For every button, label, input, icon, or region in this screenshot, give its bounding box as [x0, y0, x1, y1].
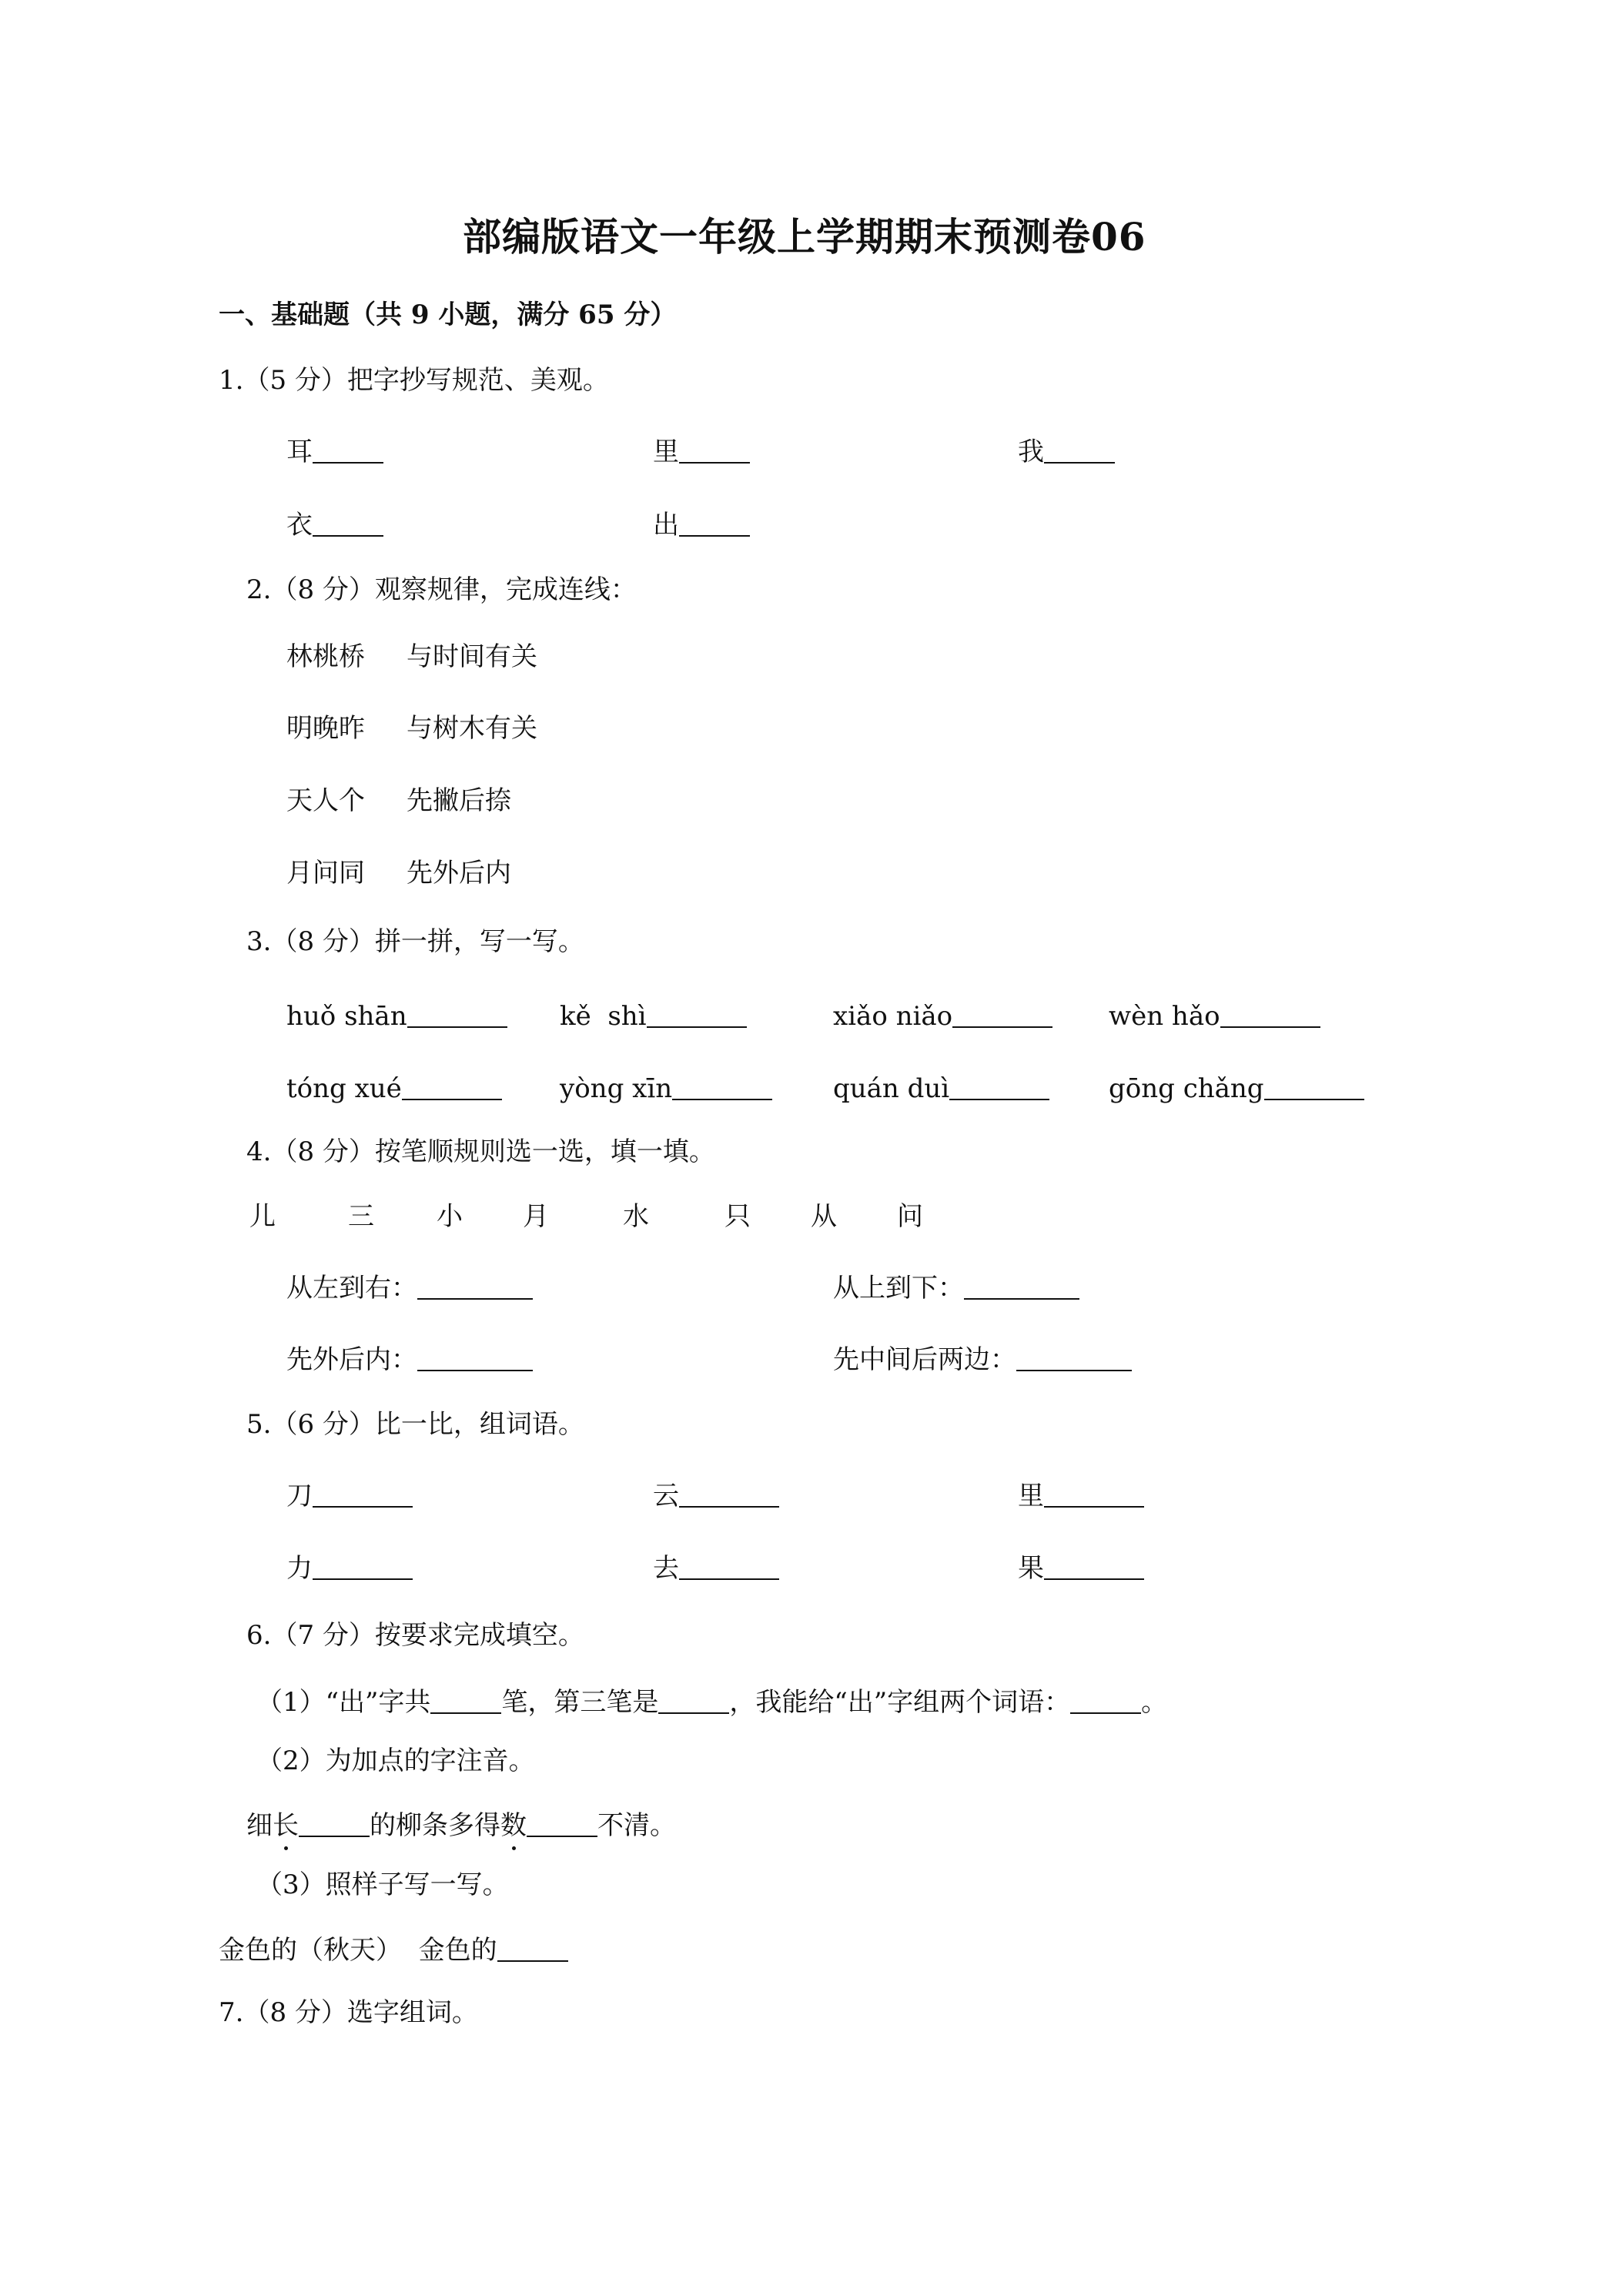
q2-rule[interactable]: 先外后内 [407, 858, 511, 889]
q5-char: 刀 [286, 1481, 313, 1511]
q6-p3-text: 金色的（秋天） 金色的 [219, 1935, 497, 1966]
q2-rule[interactable]: 与时间有关 [407, 641, 537, 672]
q1-char: 耳 [286, 437, 313, 467]
q3-pinyin: tóng xué [286, 1073, 402, 1104]
q3-pinyin: xiǎo niǎo [833, 1001, 953, 1032]
q6-part-3-example [219, 1934, 568, 1966]
q5-word-item [653, 1552, 779, 1584]
q5-word-item [653, 1480, 779, 1509]
question-7-stem: 7.（8 分）选字组词。 [219, 1997, 478, 2028]
q6-part-2-sentence [246, 1809, 676, 1839]
q1-copy-item [653, 436, 750, 465]
q3-pinyin-item [833, 1073, 1049, 1102]
q1-char: 里 [653, 437, 679, 467]
q5-word-item [286, 1480, 413, 1509]
q3-blank[interactable] [952, 1000, 1052, 1028]
q6-p2-text: 的柳条多得 [370, 1810, 500, 1841]
q3-pinyin-item [1109, 1073, 1364, 1102]
q6-blank-third-stroke[interactable] [658, 1686, 729, 1714]
q3-blank[interactable] [672, 1073, 772, 1100]
q4-blank[interactable] [417, 1272, 533, 1300]
q5-char: 里 [1018, 1481, 1044, 1511]
q5-blank[interactable] [313, 1552, 413, 1580]
q3-pinyin-item [286, 1073, 502, 1102]
q4-rule-item [833, 1344, 1132, 1373]
q2-char-group[interactable]: 明晚昨 [286, 713, 365, 744]
q4-char: 小 [437, 1201, 463, 1232]
q3-pinyin-item [560, 1000, 747, 1032]
q1-blank[interactable] [313, 436, 383, 464]
q5-char: 去 [653, 1553, 679, 1584]
q2-char-group[interactable]: 月问同 [286, 858, 365, 889]
q6-p2-text: 细 [246, 1810, 273, 1841]
q5-word-item [1018, 1552, 1144, 1584]
q6-part-2-heading: （2）为加点的字注音。 [256, 1745, 535, 1776]
q1-blank[interactable] [679, 436, 750, 464]
q3-pinyin-item [833, 1000, 1052, 1032]
q4-blank[interactable] [964, 1272, 1079, 1300]
q6-p1-text: ，我能给“出”字组两个词语： [729, 1687, 1071, 1718]
q4-rule-item [286, 1272, 533, 1304]
q1-copy-item [653, 509, 750, 541]
question-6-stem: 6.（7 分）按要求完成填空。 [246, 1620, 584, 1651]
q1-copy-item [286, 436, 383, 465]
q5-word-item [1018, 1480, 1144, 1509]
q4-char: 从 [811, 1201, 837, 1232]
q3-blank[interactable] [1264, 1073, 1364, 1100]
q5-blank[interactable] [679, 1480, 779, 1508]
q4-rule: 从左到右： [286, 1273, 417, 1304]
q5-blank[interactable] [1044, 1552, 1144, 1580]
question-4-stem: 4.（8 分）按笔顺规则选一选，填一填。 [246, 1136, 715, 1167]
q6-blank-pinyin[interactable] [299, 1809, 370, 1837]
q1-copy-item [286, 509, 383, 541]
q6-p1-text: （1）“出”字共 [256, 1687, 431, 1718]
q4-rule: 先外后内： [286, 1344, 417, 1375]
q4-rule: 先中间后两边： [833, 1344, 1016, 1375]
q1-blank[interactable] [313, 509, 383, 537]
q4-rule-item [833, 1272, 1079, 1304]
question-3-stem: 3.（8 分）拼一拼，写一写。 [246, 926, 584, 957]
q1-blank[interactable] [679, 509, 750, 537]
q4-char: 问 [897, 1201, 923, 1232]
q3-pinyin: kě shì [560, 1001, 647, 1032]
q5-char: 云 [653, 1481, 679, 1511]
q6-part-3-heading: （3）照样子写一写。 [256, 1869, 509, 1900]
q6-p1-text: 。 [1141, 1687, 1168, 1718]
q3-pinyin: quán duì [833, 1073, 950, 1104]
q3-blank[interactable] [949, 1073, 1049, 1100]
q2-rule[interactable]: 与树木有关 [407, 713, 537, 744]
q1-char: 我 [1018, 437, 1044, 467]
q4-blank[interactable] [1016, 1344, 1132, 1371]
q1-char: 出 [653, 510, 679, 541]
q2-char-group[interactable]: 林桃桥 [286, 641, 365, 672]
q5-blank[interactable] [679, 1552, 779, 1580]
q2-rule[interactable]: 先撇后捺 [407, 785, 511, 816]
q6-dotted-char: 数 [500, 1810, 527, 1841]
q6-blank-words[interactable] [1070, 1686, 1141, 1714]
q6-blank-strokes[interactable] [430, 1686, 501, 1714]
q5-char: 果 [1018, 1553, 1044, 1584]
q1-copy-item [1018, 436, 1115, 465]
q1-blank[interactable] [1044, 436, 1115, 464]
page-title: 部编版语文一年级上学期期末预测卷06 [463, 214, 1146, 259]
q4-char: 三 [348, 1201, 374, 1232]
q3-pinyin-item [1109, 1000, 1320, 1032]
q4-rule-item [286, 1344, 533, 1373]
q3-pinyin: yòng xīn [560, 1073, 673, 1104]
q3-blank[interactable] [407, 1000, 507, 1028]
q2-char-group[interactable]: 天人个 [286, 785, 365, 816]
q3-pinyin-item [286, 1000, 507, 1032]
q5-char: 力 [286, 1553, 313, 1584]
question-5-stem: 5.（6 分）比一比，组词语。 [246, 1409, 584, 1440]
q6-p2-text: 不清。 [597, 1810, 676, 1841]
question-2-stem: 2.（8 分）观察规律，完成连线： [246, 574, 637, 605]
q6-p1-text: 笔，第三笔是 [501, 1687, 659, 1718]
q3-blank[interactable] [402, 1073, 502, 1100]
q3-pinyin-item [560, 1073, 772, 1102]
q3-blank[interactable] [1220, 1000, 1320, 1028]
q1-char: 衣 [286, 510, 313, 541]
q6-part-1 [256, 1686, 1168, 1718]
q4-rule: 从上到下： [833, 1273, 964, 1304]
q3-pinyin: huǒ shān [286, 1001, 407, 1032]
q4-blank[interactable] [417, 1344, 533, 1371]
q3-pinyin: gōng chǎng [1109, 1073, 1264, 1104]
q6-blank-example[interactable] [497, 1934, 568, 1962]
q4-char: 只 [724, 1201, 751, 1232]
section-heading: 一、基础题（共 9 小题，满分 65 分） [219, 300, 677, 330]
q4-char: 月 [523, 1201, 549, 1232]
q3-blank[interactable] [647, 1000, 747, 1028]
q5-word-item [286, 1552, 413, 1584]
q3-pinyin: wèn hǎo [1109, 1001, 1220, 1032]
q4-char: 儿 [249, 1201, 276, 1232]
q5-blank[interactable] [313, 1480, 413, 1508]
q5-blank[interactable] [1044, 1480, 1144, 1508]
q6-dotted-char: 长 [273, 1810, 299, 1841]
q6-blank-pinyin[interactable] [527, 1809, 597, 1837]
question-1-stem: 1.（5 分）把字抄写规范、美观。 [219, 365, 609, 396]
q4-char: 水 [623, 1201, 649, 1232]
